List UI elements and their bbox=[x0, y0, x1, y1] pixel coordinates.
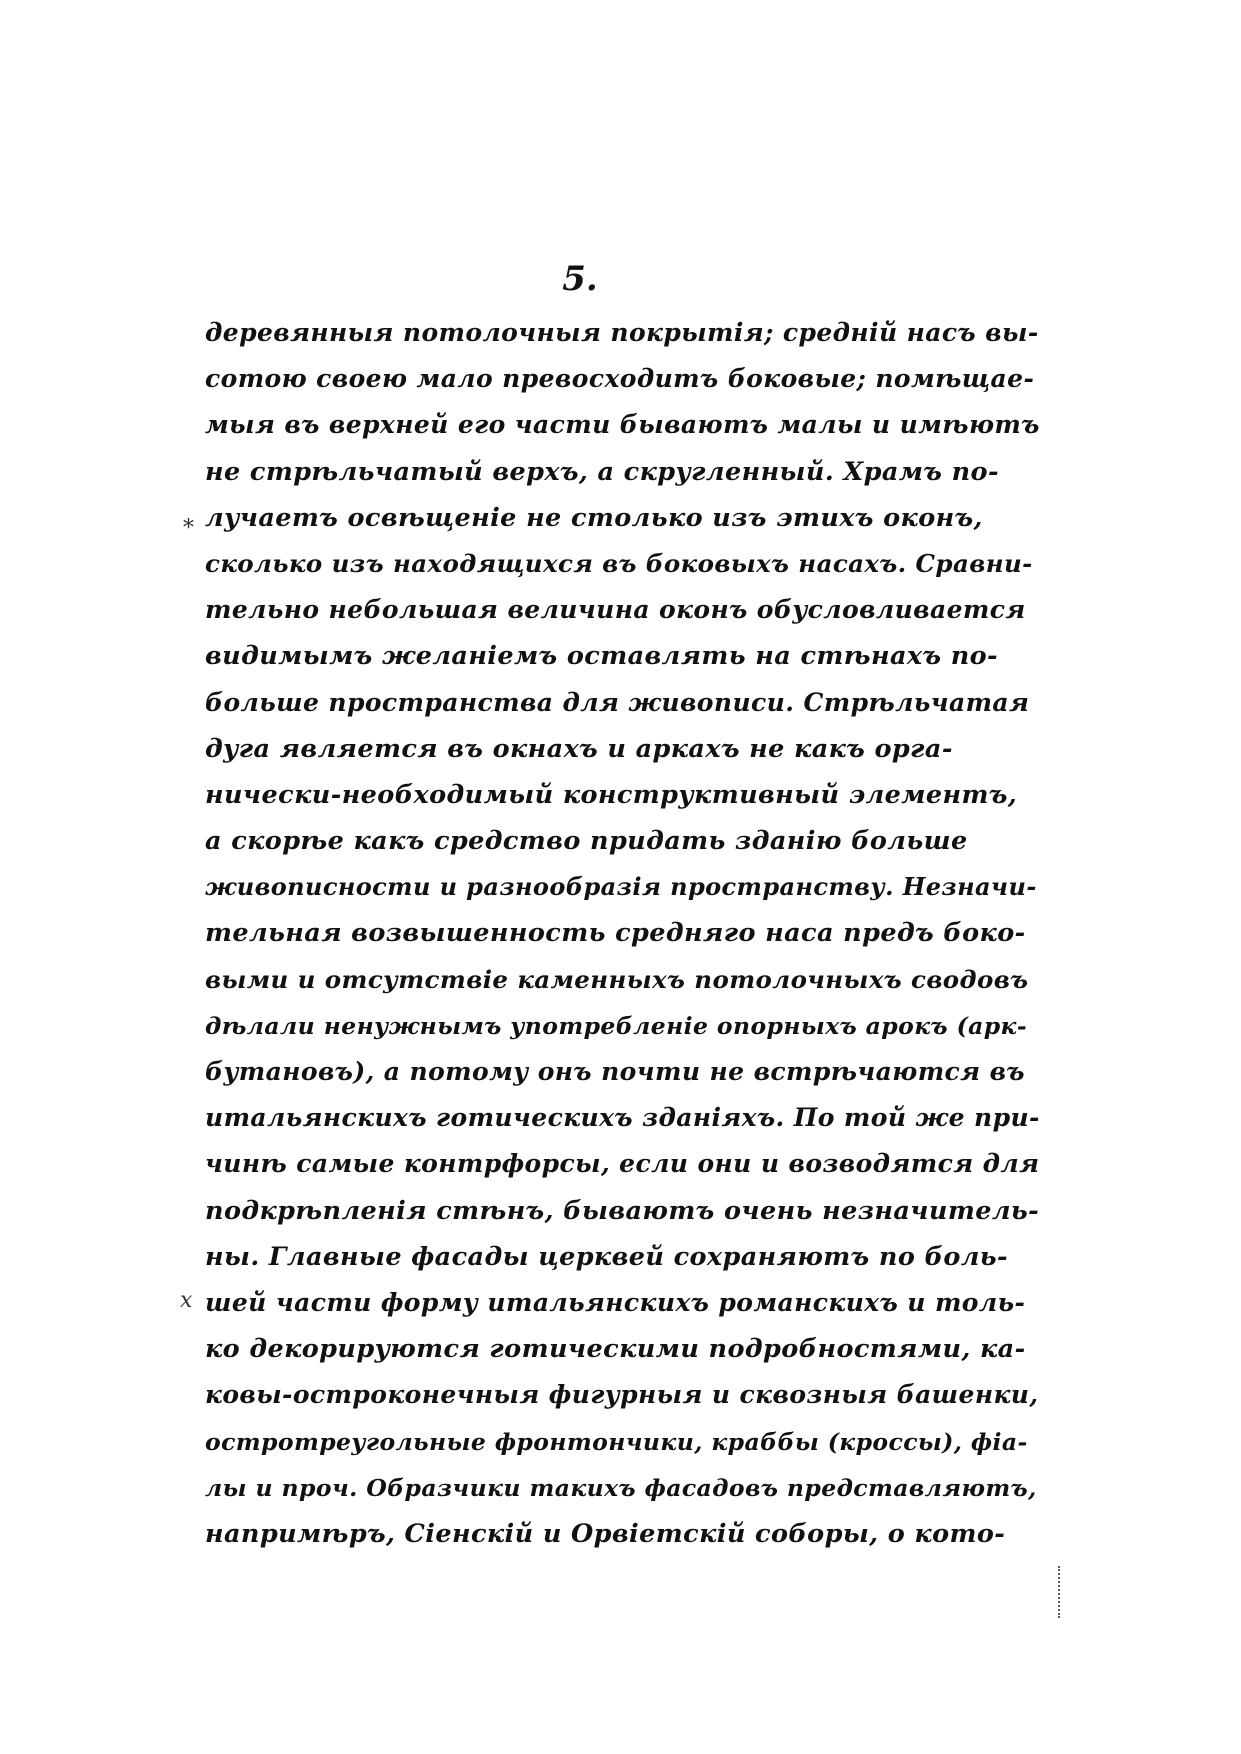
text-line: чинѣ самые контрфорсы, если они и возводятся для bbox=[205, 1149, 1040, 1179]
text-line: ны. Главные фасады церквей сохраняютъ по боль- bbox=[205, 1241, 1009, 1272]
text-line: больше пространства для живописи. Стрѣльчатая bbox=[205, 687, 1030, 717]
text-line: ко декорируются готическими подробностями, ка- bbox=[205, 1334, 1026, 1365]
handwritten-text-block bbox=[205, 310, 1040, 1557]
margin-mark: x bbox=[180, 1288, 193, 1313]
text-line: напримѣръ, Сіенскій и Орвіетскій соборы, о кото- bbox=[205, 1518, 1006, 1549]
text-line: подкрѣпленія стѣнъ, бываютъ очень незначитель- bbox=[205, 1195, 1040, 1226]
text-line: дѣлали ненужнымъ употребленіе опорныхъ арокъ (арк- bbox=[205, 1011, 1028, 1040]
text-line: деревянныя потолочныя покрытія; средній насъ вы- bbox=[205, 318, 1039, 347]
text-line: ковы-остроконечныя фигурныя и сквозныя башенки, bbox=[205, 1380, 1039, 1410]
text-line: а скорѣе какъ средство придать зданію больше bbox=[205, 826, 968, 857]
text-line: выми и отсутствіе каменныхъ потолочныхъ сводовъ bbox=[205, 964, 1029, 994]
text-line: не стрѣльчатый верхъ, а скругленный. Храмъ по- bbox=[205, 456, 999, 487]
text-line: сотою своею мало превосходитъ боковые; помѣщае- bbox=[205, 364, 1035, 394]
text-line: тельная возвышенность средняго наса предъ боко- bbox=[205, 918, 1026, 949]
text-line: видимымъ желаніемъ оставлять на стѣнахъ по- bbox=[205, 641, 999, 672]
text-line: шей части форму итальянскихъ романскихъ и толь- bbox=[205, 1287, 1026, 1317]
text-line: бутановъ), а потому онъ почти не встрѣчаются въ bbox=[205, 1057, 1025, 1086]
text-line: сколько изъ находящихся въ боковыхъ насахъ. Сравни- bbox=[205, 548, 1033, 578]
text-line: нически-необходимый конструктивный элементъ, bbox=[205, 779, 1018, 810]
margin-mark: * bbox=[183, 516, 194, 541]
text-line: лучаетъ освѣщеніе не столько изъ этихъ оконъ, bbox=[205, 502, 983, 533]
text-line: лы и проч. Образчики такихъ фасадовъ представляютъ, bbox=[205, 1473, 1037, 1502]
text-line: дуга является въ окнахъ и аркахъ не какъ орга- bbox=[205, 733, 953, 764]
edge-mark bbox=[1058, 1566, 1062, 1618]
text-line: остротреугольные фронтончики, краббы (кроссы), фіа- bbox=[205, 1427, 1028, 1456]
text-line: итальянскихъ готическихъ зданіяхъ. По той же при- bbox=[205, 1103, 1040, 1133]
text-line: тельно небольшая величина оконъ обусловливается bbox=[205, 595, 1026, 625]
text-line: мыя въ верхней его части бываютъ малы и имѣютъ bbox=[205, 410, 1040, 440]
text-line: живописности и разнообразія пространству. Незначи- bbox=[205, 872, 1037, 902]
page-number: 5. bbox=[562, 259, 598, 299]
